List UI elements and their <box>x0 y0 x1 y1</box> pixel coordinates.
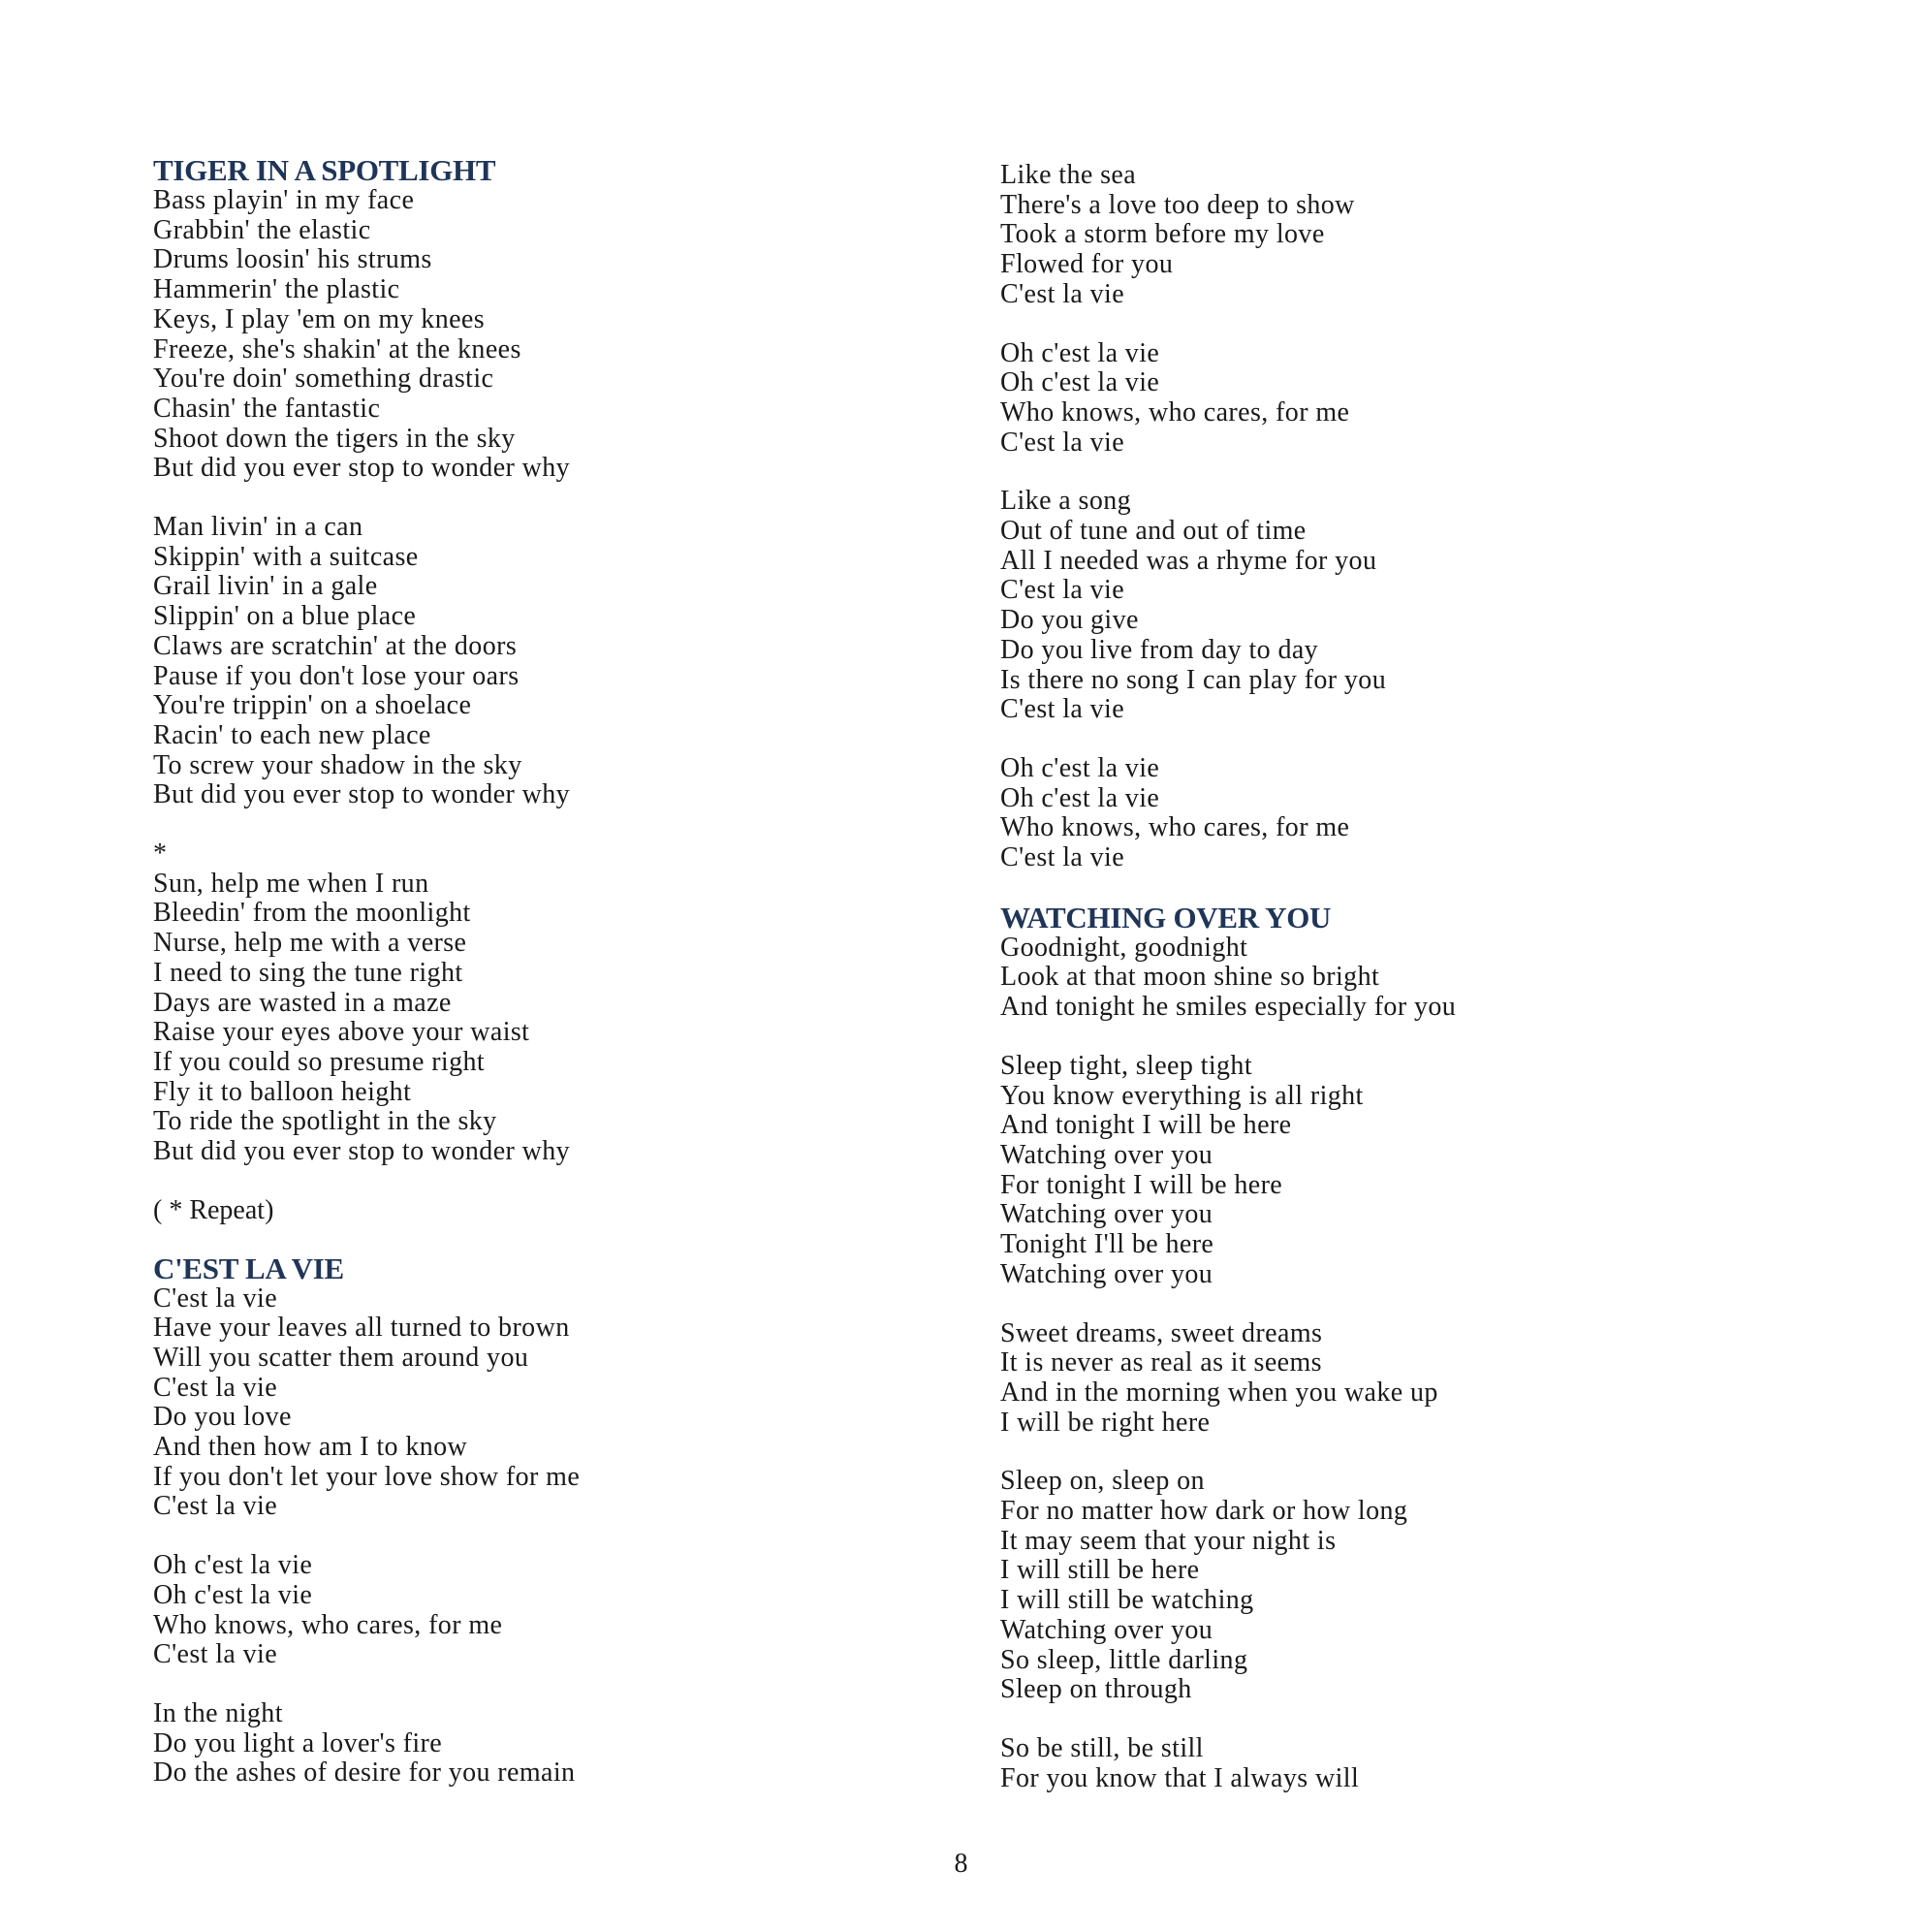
lyric-line: Oh c'est la vie <box>153 1579 313 1610</box>
lyric-line: Is there no song I can play for you <box>1000 664 1387 695</box>
lyric-line: Oh c'est la vie <box>1000 782 1160 813</box>
lyric-line: I will be right here <box>1000 1407 1211 1438</box>
repeat-note: ( * Repeat) <box>153 1194 274 1225</box>
lyric-line: Tonight I'll be here <box>1000 1229 1214 1260</box>
lyric-line: But did you ever stop to wonder why <box>153 779 571 810</box>
lyric-line: I need to sing the tune right <box>153 957 463 988</box>
lyric-line: I will still be here <box>1000 1555 1200 1586</box>
lyric-line: For tonight I will be here <box>1000 1169 1283 1200</box>
lyric-line: If you could so presume right <box>153 1046 486 1077</box>
lyric-line: Sweet dreams, sweet dreams <box>1000 1317 1323 1348</box>
lyric-line: Nurse, help me with a verse <box>153 928 467 959</box>
lyric-line: So sleep, little darling <box>1000 1644 1248 1675</box>
lyric-line: Sleep on, sleep on <box>1000 1466 1205 1497</box>
lyric-line: Shoot down the tigers in the sky <box>153 423 516 454</box>
lyric-line: Watching over you <box>1000 1139 1213 1170</box>
lyric-line: But did you ever stop to wonder why <box>153 1136 571 1167</box>
lyric-line: Sun, help me when I run <box>153 868 429 899</box>
lyric-line: It is never as real as it seems <box>1000 1347 1322 1378</box>
lyric-line: It may seem that your night is <box>1000 1525 1337 1556</box>
lyric-line: Skippin' with a suitcase <box>153 541 419 572</box>
lyric-line: Pause if you don't lose your oars <box>153 660 520 691</box>
lyric-line: In the night <box>153 1697 283 1728</box>
lyric-line: I will still be watching <box>1000 1585 1254 1616</box>
song-title-cest-la-vie: C'EST LA VIE <box>153 1251 344 1285</box>
lyric-line: C'est la vie <box>153 1372 278 1403</box>
lyric-line: Freeze, she's shakin' at the knees <box>153 333 521 364</box>
lyric-line: Watching over you <box>1000 1199 1213 1230</box>
lyric-line: And tonight I will be here <box>1000 1110 1292 1141</box>
lyric-line: Like the sea <box>1000 160 1137 190</box>
lyric-stanza <box>153 1284 948 1523</box>
lyric-line: Fly it to balloon height <box>153 1076 412 1107</box>
lyric-line: For no matter how dark or how long <box>1000 1496 1408 1527</box>
lyric-stanza <box>1000 1467 1795 1705</box>
lyric-line: C'est la vie <box>153 1283 278 1314</box>
lyric-line: Slippin' on a blue place <box>153 601 417 632</box>
lyric-line: C'est la vie <box>153 1491 278 1522</box>
lyric-line: Days are wasted in a maze <box>153 987 452 1018</box>
lyric-line: Goodnight, goodnight <box>1000 932 1248 963</box>
lyric-line: Look at that moon shine so bright <box>1000 962 1380 993</box>
lyric-line: All I needed was a rhyme for you <box>1000 545 1377 576</box>
lyric-stanza <box>1000 1734 1795 1793</box>
lyric-line: There's a love too deep to show <box>1000 189 1355 220</box>
lyric-line: Like a song <box>1000 486 1132 517</box>
lyric-line: For you know that I always will <box>1000 1762 1360 1793</box>
lyric-stanza <box>153 186 948 484</box>
lyric-line: Oh c'est la vie <box>1000 337 1160 368</box>
lyric-stanza <box>1000 1319 1795 1439</box>
song-title-tiger-in-a-spotlight: TIGER IN A SPOTLIGHT <box>153 153 496 187</box>
lyric-stanza <box>153 513 948 810</box>
lyric-line: Who knows, who cares, for me <box>1000 812 1350 843</box>
lyric-line: C'est la vie <box>1000 427 1125 458</box>
lyric-line: Took a storm before my love <box>1000 219 1325 250</box>
lyric-stanza <box>1000 487 1795 725</box>
lyric-line: To ride the spotlight in the sky <box>153 1106 497 1137</box>
lyric-line: Oh c'est la vie <box>1000 752 1160 783</box>
chorus-marker: * <box>153 839 167 870</box>
lyric-line: C'est la vie <box>1000 575 1125 606</box>
lyric-line: You're trippin' on a shoelace <box>153 690 472 721</box>
lyric-line: Watching over you <box>1000 1258 1213 1289</box>
lyric-line: Watching over you <box>1000 1614 1213 1645</box>
lyric-line: To screw your shadow in the sky <box>153 749 522 780</box>
lyric-line: Man livin' in a can <box>153 512 363 543</box>
lyric-line: Oh c'est la vie <box>153 1550 313 1581</box>
lyric-line: C'est la vie <box>1000 842 1125 873</box>
lyric-stanza <box>153 1699 948 1789</box>
page-number: 8 <box>954 1849 968 1879</box>
lyric-line: Raise your eyes above your waist <box>153 1017 530 1048</box>
lyric-stanza <box>1000 754 1795 873</box>
lyric-line: C'est la vie <box>1000 694 1125 725</box>
lyric-line: Do you love <box>153 1402 292 1433</box>
lyric-line: Bleedin' from the moonlight <box>153 898 471 929</box>
song-title-watching-over-you: WATCHING OVER YOU <box>1000 900 1332 934</box>
lyric-line: You're doin' something drastic <box>153 364 494 395</box>
lyric-stanza <box>153 870 948 1167</box>
lyric-line: Oh c'est la vie <box>1000 367 1160 398</box>
lyric-line: Grabbin' the elastic <box>153 214 371 245</box>
lyric-line: If you don't let your love show for me <box>153 1461 581 1492</box>
lyric-line: Grail livin' in a gale <box>153 571 378 602</box>
lyric-stanza <box>153 1551 948 1670</box>
lyric-line: Have your leaves all turned to brown <box>153 1313 570 1344</box>
lyric-line: Keys, I play 'em on my knees <box>153 303 486 334</box>
lyric-line: C'est la vie <box>153 1639 278 1670</box>
lyric-line: Drums loosin' his strums <box>153 244 432 275</box>
left-column <box>153 155 948 1818</box>
lyric-line: Sleep tight, sleep tight <box>1000 1050 1253 1081</box>
lyric-stanza <box>1000 1052 1795 1290</box>
lyric-stanza <box>1000 161 1795 310</box>
lyric-line: Racin' to each new place <box>153 719 431 750</box>
lyric-line: Who knows, who cares, for me <box>1000 396 1350 428</box>
lyric-line: Do you live from day to day <box>1000 634 1319 665</box>
lyric-line: Do you give <box>1000 605 1139 636</box>
lyric-line: C'est la vie <box>1000 278 1125 309</box>
lyric-line: Will you scatter them around you <box>153 1342 529 1373</box>
lyric-line: And in the morning when you wake up <box>1000 1377 1438 1408</box>
lyric-line: Claws are scratchin' at the doors <box>153 630 518 661</box>
lyric-line: Bass playin' in my face <box>153 185 415 215</box>
lyric-line: Who knows, who cares, for me <box>153 1609 503 1640</box>
lyric-line: And tonight he smiles especially for you <box>1000 992 1457 1023</box>
lyric-line: Sleep on through <box>1000 1674 1192 1705</box>
lyric-line: Do the ashes of desire for you remain <box>153 1758 576 1789</box>
lyric-line: And then how am I to know <box>153 1432 468 1463</box>
lyric-line: Out of tune and out of time <box>1000 516 1307 547</box>
right-column <box>1000 161 1795 1822</box>
lyric-stanza <box>1000 339 1795 459</box>
lyric-line: Chasin' the fantastic <box>153 393 381 424</box>
lyric-line: Do you light a lover's fire <box>153 1727 443 1758</box>
lyric-line: So be still, be still <box>1000 1732 1204 1763</box>
lyric-line: You know everything is all right <box>1000 1080 1364 1111</box>
lyric-stanza <box>1000 934 1795 1023</box>
lyric-line: But did you ever stop to wonder why <box>153 453 571 484</box>
lyric-line: Flowed for you <box>1000 249 1174 280</box>
lyric-line: Hammerin' the plastic <box>153 274 400 305</box>
